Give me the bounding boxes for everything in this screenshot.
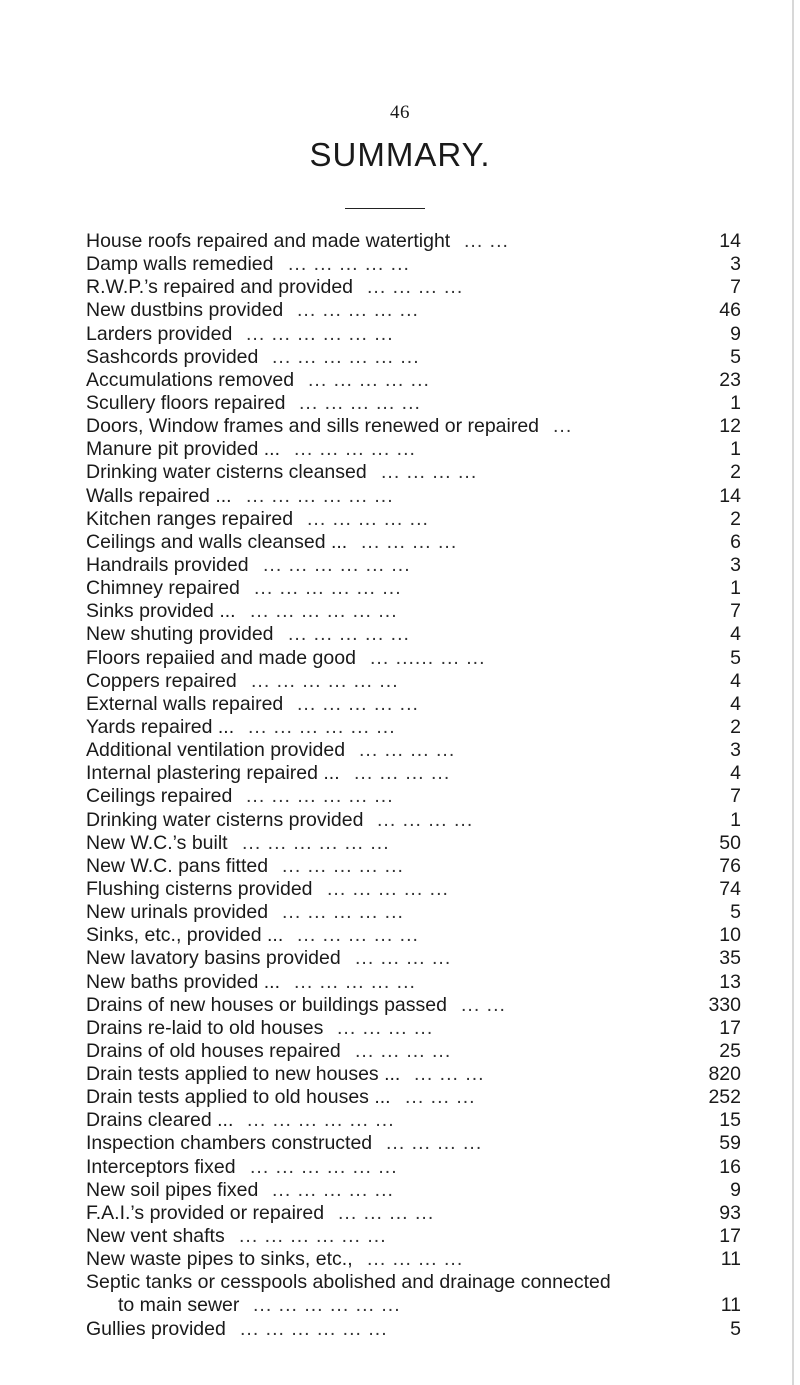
summary-row-value: 50 <box>719 831 741 854</box>
summary-row-leader: ... ... ... ... ... <box>294 438 416 461</box>
summary-row <box>86 230 741 253</box>
summary-row-value: 2 <box>730 715 741 738</box>
summary-row-label: Sashcords provided <box>86 345 259 368</box>
summary-row-leader: ... ... ... ... ... <box>288 253 410 276</box>
summary-row-value: 4 <box>730 762 741 785</box>
summary-row-label: Doors, Window frames and sills renewed or repaired <box>86 415 540 438</box>
summary-row-label: Sinks provided ... <box>86 600 236 623</box>
summary-row-leader: ... ... ... ... ... ... <box>253 1294 401 1317</box>
summary-row <box>86 762 741 785</box>
summary-row-leader: ... ... ... ... <box>354 762 451 785</box>
summary-row <box>86 994 741 1017</box>
summary-row-label: Septic tanks or cesspools abolished and drainage connected <box>86 1271 611 1294</box>
summary-row-value: 3 <box>730 553 741 576</box>
summary-row-value: 252 <box>708 1086 741 1109</box>
summary-row-value: 1 <box>730 808 741 831</box>
summary-row <box>86 623 741 646</box>
summary-row <box>86 1017 741 1040</box>
summary-row <box>86 1318 741 1341</box>
summary-row-label: Drains cleared ... <box>86 1109 234 1132</box>
summary-row-value: 3 <box>730 253 741 276</box>
summary-row <box>86 276 741 299</box>
summary-row-leader: ... ... ... ... ... ... <box>242 831 390 854</box>
summary-row-leader: ... ... ... ... ... ... <box>239 1225 387 1248</box>
summary-row-value: 7 <box>730 785 741 808</box>
summary-row-leader: ... ... ... ... ... <box>327 877 449 900</box>
summary-row <box>86 299 741 322</box>
summary-row-leader: ... ... ... ... ... <box>297 924 419 947</box>
summary-row <box>86 785 741 808</box>
summary-row-value: 2 <box>730 507 741 530</box>
summary-row-value: 4 <box>730 669 741 692</box>
summary-row-leader: ... ... ... ... <box>386 1132 483 1155</box>
page-edge <box>792 0 794 1385</box>
summary-row-leader: ... ... ... ... ... ... <box>246 322 394 345</box>
summary-row-leader: ... ... ... ... ... ... <box>247 1109 395 1132</box>
summary-row <box>86 253 741 276</box>
summary-row <box>86 508 741 531</box>
summary-row-leader: ... ... <box>461 993 506 1016</box>
summary-row <box>86 1248 741 1271</box>
summary-row <box>86 971 741 994</box>
summary-row-value: 5 <box>730 901 741 924</box>
summary-row <box>86 878 741 901</box>
summary-row-leader: ... ... ... ... <box>338 1201 435 1224</box>
summary-row-value: 3 <box>730 739 741 762</box>
summary-row-leader: ... ... ... ... ... ... <box>272 345 420 368</box>
summary-row <box>86 739 741 762</box>
summary-row-leader: ... ... ... ... ... ... <box>246 785 394 808</box>
summary-row-value: 11 <box>720 1294 741 1317</box>
summary-row-label: New W.C. pans fitted <box>86 854 269 877</box>
summary-row <box>86 415 741 438</box>
summary-row-label: House roofs repaired and made watertight <box>86 230 451 252</box>
summary-row-value: 9 <box>730 322 741 345</box>
summary-row-leader: ... ... ... ... ... <box>294 970 416 993</box>
summary-row-leader: ... ... ... ... ... ... <box>250 600 398 623</box>
summary-row <box>86 855 741 878</box>
summary-row-value: 14 <box>719 484 741 507</box>
summary-row-value: 9 <box>730 1178 741 1201</box>
summary-row <box>86 1040 741 1063</box>
summary-row-label: Handrails provided <box>86 553 249 576</box>
summary-row <box>86 924 741 947</box>
summary-row-label: Damp walls remedied <box>86 253 274 276</box>
summary-row-leader: ... <box>553 415 573 438</box>
summary-row-label: Inspection chambers constructed <box>86 1132 373 1155</box>
summary-row-leader: ... ... ... ... ... ... <box>250 1155 398 1178</box>
summary-row-leader: ... ... ... ... <box>359 739 456 762</box>
summary-row-value: 1 <box>730 391 741 414</box>
summary-row-value: 76 <box>719 854 741 877</box>
summary-row-label: to main sewer <box>118 1294 240 1317</box>
summary-row-value: 330 <box>708 993 741 1016</box>
summary-row-value: 16 <box>719 1155 741 1178</box>
summary-row-leader: ... ... ... ... <box>361 530 458 553</box>
summary-row <box>86 438 741 461</box>
summary-row-label: Accumulations removed <box>86 368 295 391</box>
summary-row-leader: ... ... ... ... ... <box>288 623 410 646</box>
summary-row-label: Kitchen ranges repaired <box>86 507 294 530</box>
summary-row-label: Manure pit provided ... <box>86 438 281 461</box>
summary-row-value: 5 <box>730 646 741 669</box>
summary-row-value: 35 <box>719 947 741 970</box>
summary-row-label: Larders provided <box>86 322 233 345</box>
summary-row-label: Drinking water cisterns cleansed <box>86 461 367 484</box>
summary-row-label: External walls repaired <box>86 692 284 715</box>
summary-row-leader: ... ... ... ... ... <box>272 1178 394 1201</box>
summary-row-label: Drains re-laid to old houses <box>86 1016 324 1039</box>
summary-row-leader: ... ... ... ... ... ... <box>263 553 411 576</box>
summary-row <box>86 1132 741 1155</box>
summary-row-value: 17 <box>719 1016 741 1039</box>
summary-row <box>86 1156 741 1179</box>
summary-row-leader: ... ... ... ... <box>377 808 474 831</box>
summary-row-value: 11 <box>720 1248 741 1271</box>
page-number: 46 <box>390 102 410 123</box>
summary-row-value: 820 <box>708 1063 741 1086</box>
summary-row-label: Walls repaired ... <box>86 484 232 507</box>
summary-row-value: 1 <box>730 577 741 600</box>
summary-row-leader: ... ... ... ... ... ... <box>246 484 394 507</box>
summary-row-label: Drain tests applied to new houses ... <box>86 1063 401 1086</box>
summary-row-label: New lavatory basins provided <box>86 947 341 970</box>
summary-row <box>86 1225 741 1248</box>
summary-row-value: 93 <box>719 1201 741 1224</box>
summary-row-label: Sinks, etc., provided ... <box>86 924 284 947</box>
summary-row-leader: ... ... ... ... ... <box>297 692 419 715</box>
summary-row-value: 14 <box>719 230 741 252</box>
summary-row-label: New dustbins provided <box>86 299 284 322</box>
summary-row-value: 6 <box>730 530 741 553</box>
summary-row <box>86 693 741 716</box>
summary-row-leader: ... ... ... ... <box>337 1016 434 1039</box>
summary-row-label: Drains of old houses repaired <box>86 1039 341 1062</box>
summary-row-label: Floors repaiied and made good <box>86 646 356 669</box>
summary-row-value: 5 <box>730 345 741 368</box>
summary-row-label: Drinking water cisterns provided <box>86 808 364 831</box>
summary-row <box>86 346 741 369</box>
summary-row-leader: ... ... ... ... <box>355 947 452 970</box>
summary-row-leader: ... ... <box>464 230 509 252</box>
summary-row-value: 12 <box>719 415 741 438</box>
summary-row-leader: ... ... ... ... <box>367 276 464 299</box>
summary-row-label: Ceilings and walls cleansed ... <box>86 530 348 553</box>
summary-row <box>86 647 741 670</box>
summary-row-label: New waste pipes to sinks, etc., <box>86 1248 353 1271</box>
summary-row-label: New W.C.’s built <box>86 831 228 854</box>
summary-row-leader: ... ... ... ... ... ... <box>254 577 402 600</box>
summary-row-label: Drains of new houses or buildings passed <box>86 993 447 1016</box>
summary-row <box>86 670 741 693</box>
summary-row <box>86 531 741 554</box>
summary-row-value: 7 <box>730 276 741 299</box>
summary-row <box>86 901 741 924</box>
summary-row-label: Additional ventilation provided <box>86 739 346 762</box>
summary-row-leader: ... ... ... ... ... ... <box>248 715 396 738</box>
summary-row <box>86 485 741 508</box>
summary-row-value: 17 <box>719 1225 741 1248</box>
summary-row-leader: ... ... ... ... <box>367 1248 464 1271</box>
summary-row-label: Drain tests applied to old houses ... <box>86 1086 391 1109</box>
summary-row-value: 59 <box>719 1132 741 1155</box>
summary-row-label: F.A.I.’s provided or repaired <box>86 1201 325 1224</box>
summary-row-label: Internal plastering repaired ... <box>86 762 340 785</box>
summary-row-value: 2 <box>730 461 741 484</box>
summary-row <box>86 1086 741 1109</box>
summary-row <box>86 392 741 415</box>
summary-row <box>86 947 741 970</box>
summary-row <box>86 577 741 600</box>
summary-row-leader: ... ... ... ... ... ... <box>240 1317 388 1340</box>
summary-row-leader: ... ... ... <box>405 1086 476 1109</box>
summary-row-label: New soil pipes fixed <box>86 1178 259 1201</box>
summary-row-value: 1 <box>730 438 741 461</box>
summary-list <box>86 230 741 1341</box>
summary-row-label: Coppers repaired <box>86 669 237 692</box>
summary-row-label: New vent shafts <box>86 1225 225 1248</box>
summary-row-value: 74 <box>719 877 741 900</box>
summary-row <box>86 1109 741 1132</box>
summary-row-leader: ... ... ... ... ... ... <box>251 669 399 692</box>
summary-row-value: 4 <box>730 692 741 715</box>
summary-row-value: 25 <box>719 1039 741 1062</box>
summary-row-value: 5 <box>730 1317 741 1340</box>
summary-row-leader: ... ... ... ... <box>355 1039 452 1062</box>
summary-row-value: 4 <box>730 623 741 646</box>
summary-row-value: 23 <box>719 368 741 391</box>
summary-row-label: Yards repaired ... <box>86 715 235 738</box>
summary-row <box>86 554 741 577</box>
summary-row <box>86 1294 741 1317</box>
summary-row <box>86 600 741 623</box>
summary-row-label: Ceilings repaired <box>86 785 233 808</box>
summary-row-label: New urinals provided <box>86 901 269 924</box>
summary-row-value: 10 <box>719 924 741 947</box>
summary-row-label: R.W.P.’s repaired and provided <box>86 276 354 299</box>
summary-row-label: Scullery floors repaired <box>86 391 286 414</box>
summary-row-leader: ... ... ... ... ... <box>282 901 404 924</box>
summary-row <box>86 809 741 832</box>
summary-row-leader: ... ... ... ... ... <box>297 299 419 322</box>
summary-row-leader: ... ... ... <box>414 1063 485 1086</box>
summary-row <box>86 1179 741 1202</box>
summary-row-leader: ... ... ... ... ... <box>307 507 429 530</box>
summary-row <box>86 369 741 392</box>
summary-row-label: Chimney repaired <box>86 577 240 600</box>
summary-row-label: Flushing cisterns provided <box>86 877 313 900</box>
summary-row <box>86 716 741 739</box>
summary-row-leader: ... ... ... ... ... <box>299 391 421 414</box>
summary-row-leader: ... ... ... ... ... <box>308 368 430 391</box>
summary-row <box>86 1271 741 1294</box>
summary-row <box>86 1063 741 1086</box>
summary-row-leader: ... ... ... ... ... <box>282 854 404 877</box>
summary-row-value: 7 <box>730 600 741 623</box>
summary-row-label: Gullies provided <box>86 1317 226 1340</box>
summary-row-value: 13 <box>719 970 741 993</box>
summary-row <box>86 323 741 346</box>
summary-row-label: New shuting provided <box>86 623 274 646</box>
summary-row <box>86 832 741 855</box>
page-title: SUMMARY. <box>309 136 491 173</box>
summary-row-value: 46 <box>719 299 741 322</box>
summary-row-leader: ... ... ... ... <box>381 461 478 484</box>
summary-row <box>86 1202 741 1225</box>
summary-row-value: 15 <box>719 1109 741 1132</box>
summary-row-label: New baths provided ... <box>86 970 281 993</box>
summary-row-label: Interceptors fixed <box>86 1155 236 1178</box>
summary-row-leader: ... ...... ... ... <box>370 646 486 669</box>
title-divider <box>345 208 425 209</box>
summary-row <box>86 461 741 484</box>
